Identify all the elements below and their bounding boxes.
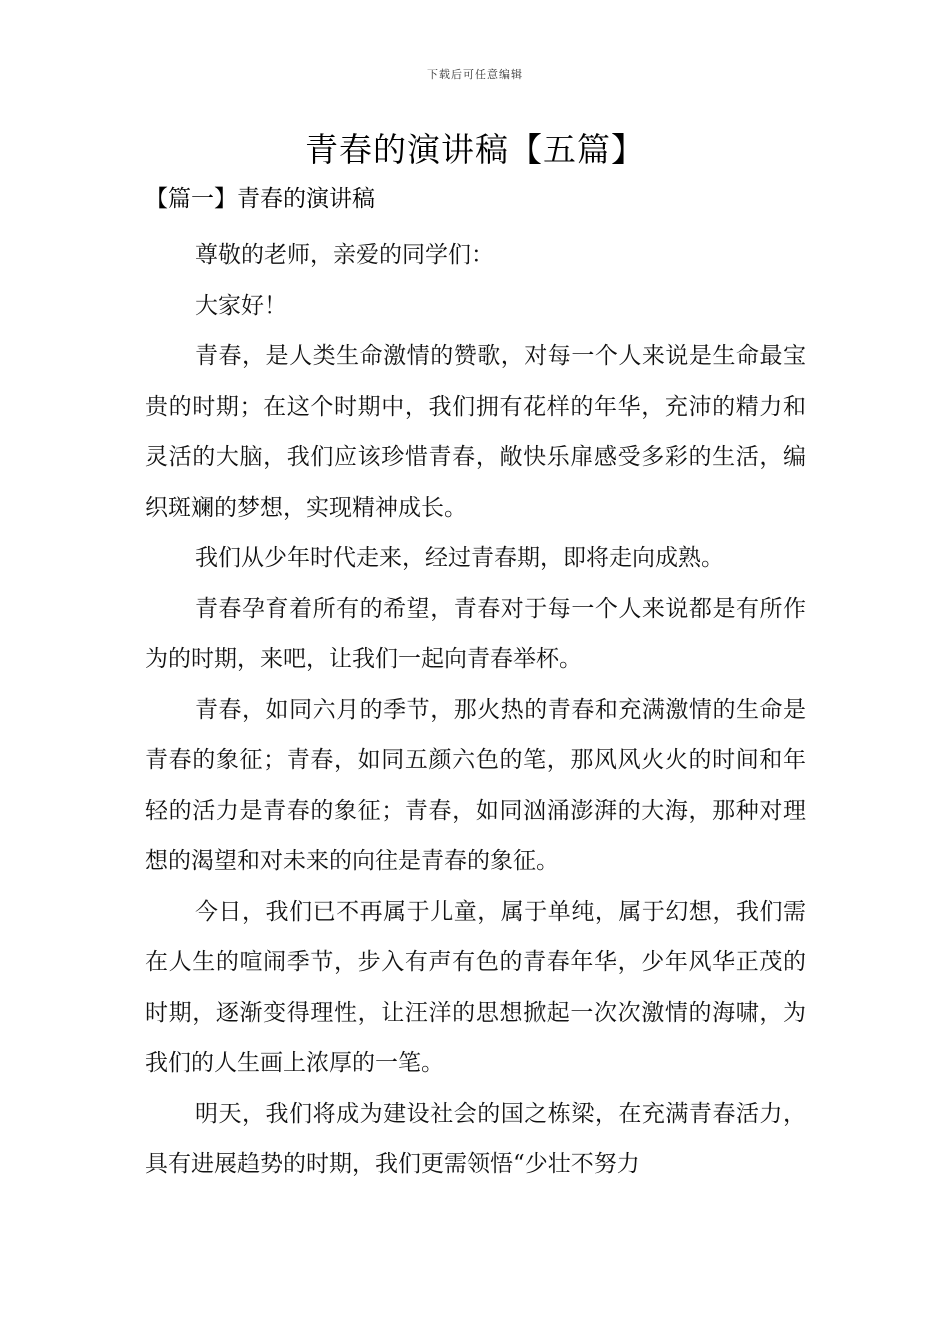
- document-title: 青春的演讲稿【五篇】: [305, 130, 645, 169]
- header-note: 下载后可任意编辑: [427, 68, 523, 81]
- paragraph: 青春，如同六月的季节，那火热的青春和充满激情的生命是青春的象征；青春，如同五颜六色的笔，那风风火火的时间和年轻的活力是青春的象征；青春，如同汹涌澎湃的大海，那种对理想的渴望和对未来的向往是青春的象征。: [145, 696, 806, 874]
- paragraph-salutation: 尊敬的老师，亲爱的同学们：: [195, 242, 494, 268]
- paragraph: 我们从少年时代走来，经过青春期，即将走向成熟。: [195, 545, 724, 571]
- paragraph: 青春孕育着所有的希望，青春对于每一个人来说都是有所作为的时期，来吧，让我们一起向青春举杯。: [145, 595, 806, 672]
- paragraph: 明天，我们将成为建设社会的国之栋梁，在充满青春活力，具有进展趋势的时期，我们更需领悟“少壮不努力: [145, 1100, 806, 1177]
- document-body: [145, 230, 806, 1190]
- paragraph: 青春，是人类生命激情的赞歌，对每一个人来说是生命最宝贵的时期；在这个时期中，我们拥有花样的年华，充沛的精力和灵活的大脑，我们应该珍惜青春，敞快乐扉感受多彩的生活，编织斑斓的梦想，实现精神成长。: [145, 343, 806, 521]
- section-heading: 【篇一】青春的演讲稿: [145, 186, 375, 212]
- paragraph: 今日，我们已不再属于儿童，属于单纯，属于幻想，我们需在人生的喧闹季节，步入有声有色的青春年华，少年风华正茂的时期，逐渐变得理性，让汪洋的思想掀起一次次激情的海啸，为我们的人生画上浓厚的一笔。: [145, 898, 806, 1076]
- paragraph-greeting: 大家好！: [195, 292, 287, 319]
